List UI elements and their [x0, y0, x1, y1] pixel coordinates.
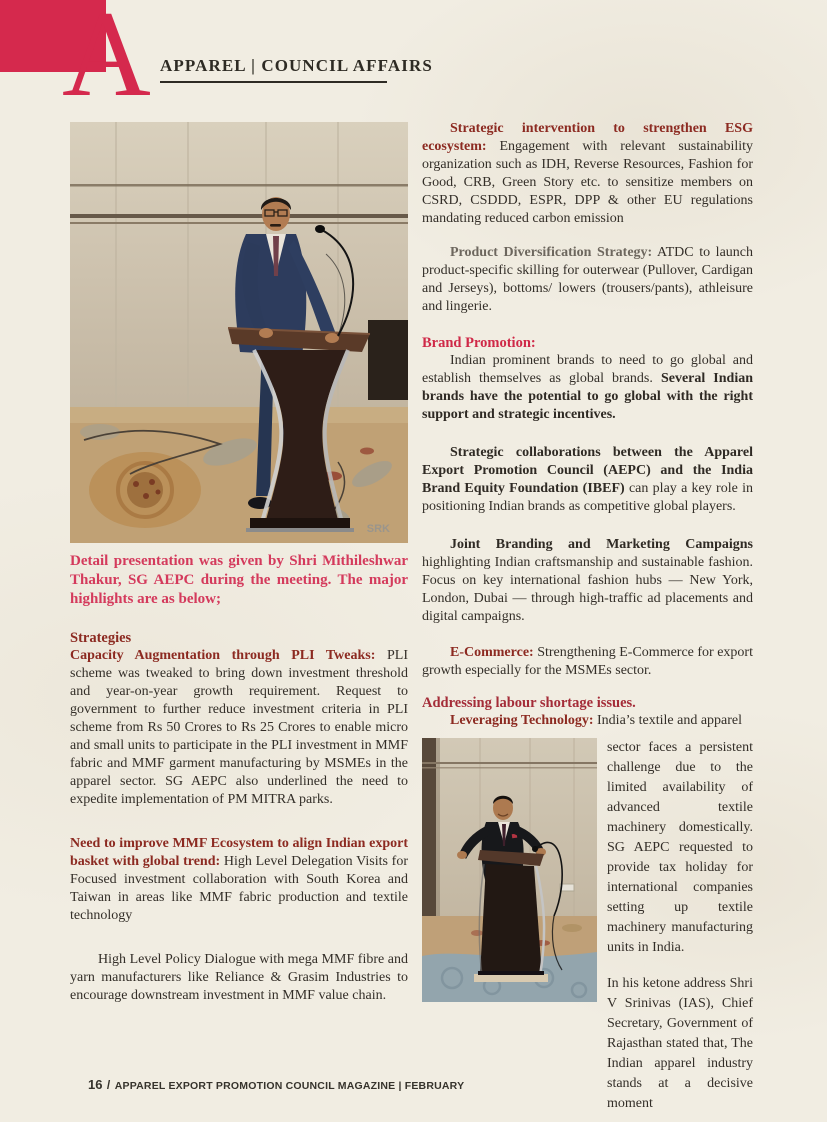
labour-heading: Addressing labour shortage issues. [422, 695, 636, 711]
para-policy-dialogue: High Level Policy Dialogue with mega MMF fibre and yarn manufacturers like Reliance & Grasim Industries to encourage downstream investment in MMF value chain. [70, 952, 408, 1003]
para-pd-body: ATDC to launch product-specific skilling for outerwear (Pullover, Cardigan and Jerseys), bottoms/ lowers (trousers/pants), athleisure and lingerie. [422, 245, 753, 314]
para-bp-bold: Several Indian brands have the potential to go global with the right support and strategic incentives. [422, 371, 754, 422]
para-mmf-lead: Need to improve MMF Ecosystem to align Indian export basket with global trend: [70, 836, 408, 869]
brand-promotion-heading: Brand Promotion: [422, 335, 536, 351]
brand-logo-letter-a: A [62, 0, 151, 122]
strategies-heading: Strategies [70, 630, 132, 646]
footer-separator: / [106, 1078, 111, 1092]
para-pli-lead: Capacity Augmentation through PLI Tweaks: [70, 648, 376, 663]
para-brand-promotion [422, 352, 753, 424]
para-leveraging-rest: sector faces a persistent challenge due to the limited availability of advanced textile machinery domestically. SG AEPC requested to provide tax holiday for international companies setting up textile machinery manufacturing units in India. [607, 740, 753, 955]
right-column [422, 120, 753, 1114]
para-pd-lead: Product Diversification Strategy: [450, 245, 653, 260]
para-collab-body: can play a key role in positioning Indian brands as competitive global players. [422, 481, 753, 514]
para-lev-first: India’s textile and apparel [593, 713, 743, 728]
leveraging-wrapped-text [607, 738, 753, 1114]
page-footer [88, 1076, 464, 1094]
para-pli [70, 647, 408, 809]
carpet [70, 407, 408, 543]
section-title-rule [160, 81, 387, 83]
photo-speaker-podium [70, 122, 408, 543]
leveraging-row [422, 738, 753, 1114]
para-mmf [70, 835, 408, 925]
para-esg-body: Engagement with relevant sustainability organization such as IDH, Reverse Resources, Fashion for Good, CRB, Green Story etc. to sensitize members on CSRD, CSDDD, ESPR, DPP & other EU regulations mandating reduced carbon emission [422, 139, 753, 226]
para-ecom-lead: E-Commerce: [450, 645, 534, 660]
left-column [70, 122, 408, 1005]
para-jb-body: highlighting Indian craftsmanship and sustainable fashion. Focus on key international fashion hubs — New York, London, Dubai — through high-traffic ad placements and digital campaigns. [422, 555, 753, 624]
para-collaborations [422, 444, 753, 516]
para-leveraging-first-line [422, 712, 753, 730]
para-pli-body: PLI scheme was tweaked to bring down investment threshold and year-on-year growth requirement. Request to government to further reduce investment criteria in PLI scheme from Rs 50 Crores to Rs 25 Crores to enable micro and small units to participate in the PLI investment in MMF fabric and MMF garment manufacturing by MSMEs in the apparel sector. SG AEPC also underlined the need to expedite implementation of PM MITRA parks. [70, 648, 408, 807]
para-keynote: In his ketone address Shri V Srinivas (IAS), Chief Secretary, Government of Rajasthan stated that, The Indian apparel industry stands at a decisive moment [607, 976, 753, 1111]
section-title: APPAREL | COUNCIL AFFAIRS [160, 56, 433, 75]
para-collab-lead: Strategic collaborations between the Apparel Export Promotion Council (AEPC) and the India Brand Equity Foundation (IBEF) [422, 445, 753, 496]
photo1-caption: Detail presentation was given by Shri Mithileshwar Thakur, SG AEPC during the meeting. The major highlights are as below; [70, 553, 408, 607]
para-joint-branding [422, 536, 753, 626]
para-bp-normal: Indian prominent brands to need to go global and establish themselves as global brands. [422, 353, 753, 386]
para-mmf-body: High Level Delegation Visits for Focused investment collaboration with South Korea and Taiwan in areas like MMF fabric production and textile technology [70, 854, 409, 923]
para-esg [422, 120, 753, 228]
para-lev-lead: Leveraging Technology: [450, 713, 594, 728]
photo1-watermark: SRK [366, 523, 390, 535]
para-jb-lead: Joint Branding and Marketing Campaigns [450, 537, 753, 552]
photo-gesturing-speaker [422, 738, 597, 1002]
para-ecom-body: Strengthening E-Commerce for export growth especially for the MSMEs sector. [422, 645, 753, 678]
para-esg-lead: Strategic intervention to strengthen ESG ecosystem: [422, 121, 753, 154]
para-product-diversification [422, 244, 753, 316]
page-number: 16 [88, 1077, 103, 1092]
para-ecommerce [422, 644, 753, 680]
footer-label: APPAREL EXPORT PROMOTION COUNCIL MAGAZINE | FEBRUARY [114, 1080, 465, 1092]
